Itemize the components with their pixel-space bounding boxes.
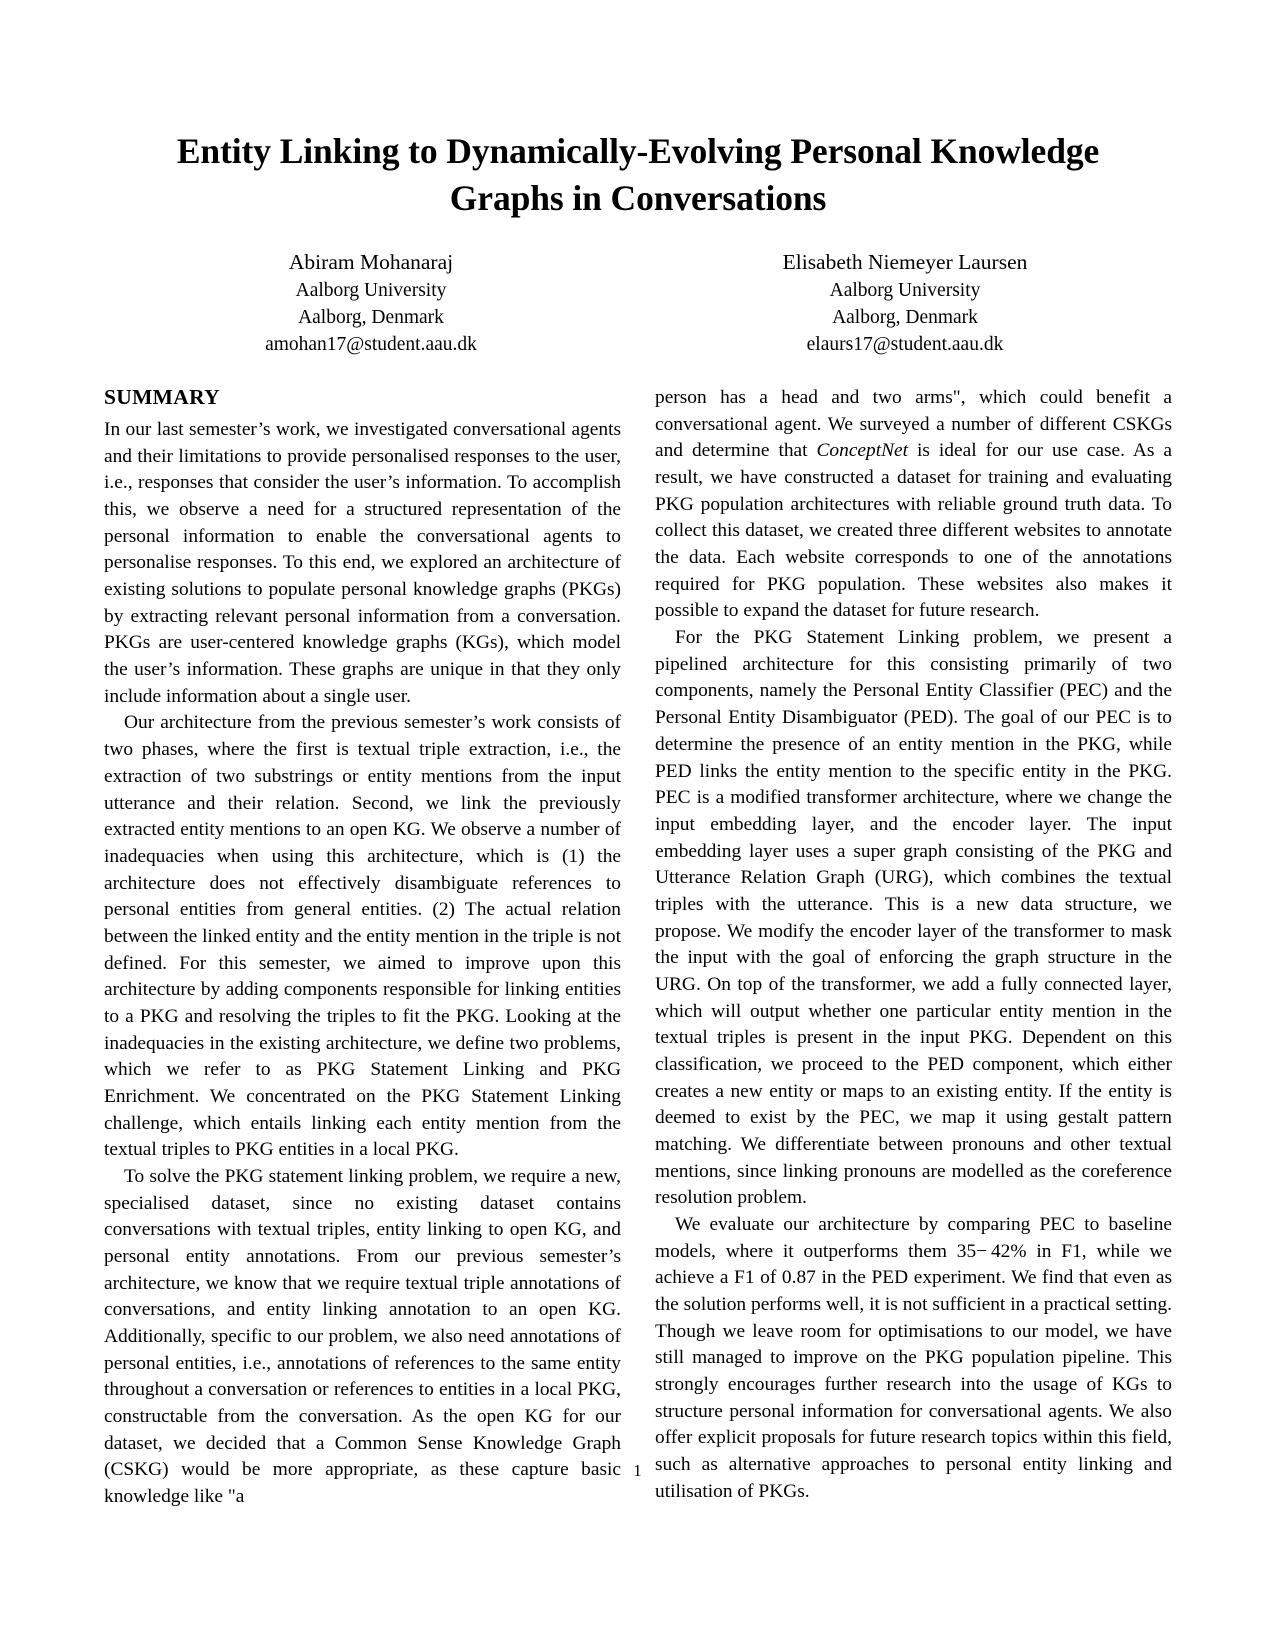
- body-text: person has a head and two arms", which could benefit a conversational agent. We surveyed a number of different CSKGs and determine that: [655, 387, 1172, 462]
- author-location: Aalborg, Denmark: [832, 307, 978, 329]
- paper-content: [104, 128, 1172, 1511]
- summary-paragraph: [655, 385, 1172, 625]
- summary-heading: SUMMARY: [104, 385, 220, 410]
- author-name: Abiram Mohanaraj: [288, 249, 454, 274]
- body-text: is ideal for our use case. As a result, we have constructed a dataset for training and evaluating PKG population architectures with reliable ground truth data. To collect this dataset, we created three different websites to annotate the data. Each website corresponds to one of the annotations required for PKG population. These websites also makes it possible to expand the dataset for future research.: [655, 440, 1172, 622]
- author-name: Elisabeth Niemeyer Laursen: [782, 249, 1028, 274]
- author-block-1: [104, 248, 638, 359]
- body-text: We evaluate our architecture by comparing PEC to baseline models, where it outperforms them 35− 42% in F1, while we achieve a F1 of 0.87 in the PED experiment. We find that even as the solution performs well, it is not sufficient in a practical setting. Though we leave room for optimisations to our model, we have still managed to improve on the PKG population pipeline. This strongly encourages further research into the usage of KGs to structure personal information for conversational agents. We also offer explicit proposals for future research topics within this field, such as alternative approaches to personal entity linking and utilisation of PKGs.: [655, 1213, 1172, 1502]
- author-affiliation: Aalborg University: [295, 280, 447, 302]
- summary-paragraph: Our architecture from the previous semester’s work consists of two phases, where the first is textual triple extraction, i.e., the extraction of two substrings or entity mentions from the input utterance and their relation. Second, we link the previously extracted entity mentions to an open KG. We observe a number of inadequacies when using this architecture, which is (1) the architecture does not effectively disambiguate references to personal entities from general entities. (2) The actual relation between the linked entity and the entity mention in the triple is not defined. For this semester, we aimed to improve upon this architecture by adding components responsible for linking entities to a PKG and resolving the triples to fit the PKG. Looking at the inadequacies in the existing architecture, we define two problems, which we refer to as PKG Statement Linking and PKG Enrichment. We concentrated on the PKG Statement Linking challenge, which entails linking each entity mention from the textual triples to PKG entities in a local PKG.: [104, 712, 621, 1161]
- two-column-body: [104, 385, 1172, 1511]
- author-affiliation: Aalborg University: [829, 280, 981, 302]
- left-column: [104, 385, 621, 1511]
- author-email: amohan17@student.aau.dk: [265, 334, 477, 356]
- author-block-2: [638, 248, 1172, 359]
- summary-paragraph: To solve the PKG statement linking problem, we require a new, specialised dataset, since no existing dataset contains conversations with textual triples, entity linking to open KG, and personal entity annotations. From our previous semester’s architecture, we know that we require textual triple annotations of conversations, and entity linking annotation to an open KG. Additionally, specific to our problem, we also need annotations of personal entities, i.e., annotations of references to the same entity throughout a conversation or references to entities in a local PKG, constructable from the conversation. As the open KG for our dataset, we decided that a Common Sense Knowledge Graph (CSKG) would be more appropriate, as these capture basic knowledge like "a: [104, 1165, 621, 1507]
- summary-paragraph: [655, 625, 1172, 1212]
- summary-paragraph: In our last semester’s work, we investigated conversational agents and their limitations to provide personalised responses to the user, i.e., responses that consider the user’s information. To accomplish this, we observe a need for a structured representation of the personal information to enable the conversational agents to personalise responses. To this end, we explored an architecture of existing solutions to populate personal knowledge graphs (PKGs) by extracting relevant personal information from a conversation. PKGs are user-centered knowledge graphs (KGs), which model the user’s information. These graphs are unique in that they only include information about a single user.: [104, 419, 621, 707]
- page-title: Entity Linking to Dynamically-Evolving Personal Knowledge Graphs in Conversations: [176, 131, 1100, 218]
- author-location: Aalborg, Denmark: [298, 307, 444, 329]
- body-text: For the PKG Statement Linking problem, we present a pipelined architecture for this consisting primarily of two components, namely the Personal Entity Classifier (PEC) and the Personal Entity Disambiguator (PED). The goal of our PEC is to determine the presence of an entity mention in the PKG, while PED links the entity mention to the specific entity in the PKG. PEC is a modified transformer architecture, where we change the input embedding layer, and the encoder layer. The input embedding layer uses a super graph consisting of the PKG and Utterance Relation Graph (URG), which combines the textual triples with the utterance. This is a new data structure, we propose. We modify the encoder layer of the transformer to mask the input with the goal of enforcing the graph structure in the URG. On top of the transformer, we add a fully connected layer, which will output whether one particular entity mention in the textual triples is present in the input PKG. Dependent on this classification, we proceed to the PED component, which either creates a new entity or maps to an existing entity. If the entity is deemed to exist by the PEC, we map it using gestalt pattern matching. We differentiate between pronouns and other textual mentions, since linking pronouns are modelled as the coreference resolution problem.: [655, 627, 1172, 1209]
- author-list: [104, 248, 1172, 359]
- page-number: 1: [633, 1461, 642, 1480]
- author-email: elaurs17@student.aau.dk: [806, 334, 1004, 356]
- right-column: [655, 385, 1172, 1511]
- emphasis-text: ConceptNet: [816, 440, 909, 462]
